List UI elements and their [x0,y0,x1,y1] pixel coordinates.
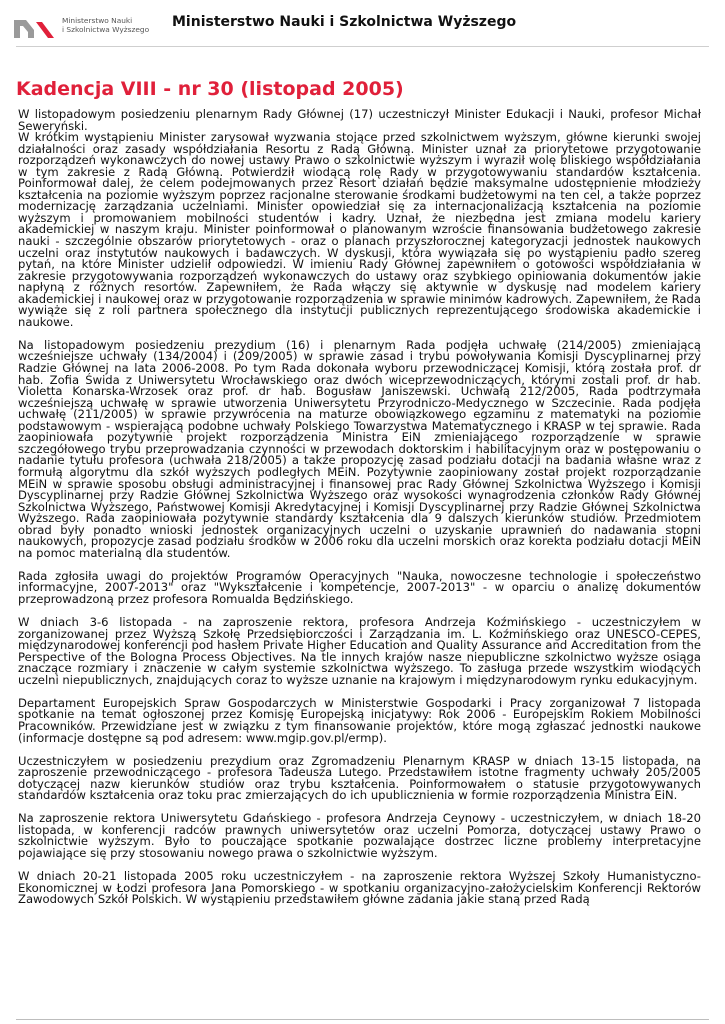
site-header [0,0,725,52]
paragraph-7: Na zaproszenie rektora Uniwersytetu Gdańskiego - profesora Andrzeja Ceynowy - uczestniczyłem, w dniach 18-20 listopada, w konferencji radców prawnych uniwersytetów oraz uczelni Pomorza, dotyczącej ustawy Prawo o szkolnictwie wyższym. Było to pouczające spotkanie pozwalające dostrzec liczne problemy interpretacyjne pojawiające się przy stosowaniu nowego prawa o szkolnictwie wyższym. [18,811,701,860]
ministry-logo-mark-icon [14,18,54,38]
article-body [18,109,701,917]
paragraph-8: W dniach 20-21 listopada 2005 roku uczestniczyłem - na zaproszenie rektora Wyższej Szkoły Humanistyczno-Ekonomicznej w Łodzi profesora Jana Pomorskiego - w spotkaniu organizacyjno-założycielskim Konferencji Rektorów Zawodowych Szkół Polskich. W wystąpieniu przedstawiłem główne zadania jakie staną przed Radą [18,869,701,907]
page-title: Kadencja VIII - nr 30 (listopad 2005) [16,78,404,100]
logo-line-1: Ministerstwo Nauki [62,16,133,25]
logo-red-shape [36,22,54,38]
ministry-logo[interactable] [14,14,164,42]
paragraph-1: W listopadowym posiedzeniu plenarnym Rady Głównej (17) uczestniczył Minister Edukacji i Nauki, profesor Michał Seweryński. W krótkim wystąpieniu Minister zarysował wyzwania stojące przed szkolnictwem wyższym, główne kierunki swojej działalności oraz zasady współdziałania Resortu z Radą Główną. Minister uznał za priorytetowe przygotowanie rozporządzeń wykonawczych do nowej ustawy Prawo o szkolnictwie wyższym i wyraził wolę bliskiego współdziałania w tym zakresie z Radą Główną. Potwierdził wiodącą rolę Rady w przygotowywaniu standardów kształcenia. Poinformował dalej, że celem podejmowanych przez Resort działań będzie maksymalne udostępnienie młodzieży kształcenia na poziomie wyższym poprzez racjonalne sterowanie środkami budżetowymi na ten cel, a także poprzez modernizację zarządzania uczelniami. Minister opowiedział się za internacjonalizacją kształcenia na poziomie wyższym i promowaniem mobilności studentów i kadry. Uznał, że niezbędna jest zmiana modelu kariery akademickiej w naszym kraju. Minister poinformował o planowanym wzroście finansowania budżetowego zakresie nauki - szczególnie obszarów priorytetowych - oraz o planach przyszłorocznej kategoryzacji jednostek naukowych uczelni oraz instytutów naukowych i badawczych. W dyskusji, która wywiązała się po wystąpieniu padło szereg pytań, na które Minister udzielił odpowiedzi. W imieniu Rady Głównej zapewniłem o gotowości współdziałania w zakresie przygotowywania rozporządzeń wykonawczych do ustawy oraz szybkiego opiniowania dokumentów jakie napłyną z różnych resortów. Zapewniłem, że Rada włączy się aktywnie w dyskusję nad modelem kariery akademickiej i naukowej oraz w przygotowanie rozporządzenia w sprawie minimów kadrowych. Zapewniłem, że Rada wywiąże się z roli partnera społecznego dla instytucji publicznych reprezentującego środowiska akademickie i naukowe. [18,107,701,329]
logo-grey-shape [14,20,34,38]
logo-line-2: i Szkolnictwa Wyższego [62,25,150,34]
footer-divider [16,1019,709,1020]
paragraph-6: Uczestniczyłem w posiedzeniu prezydium oraz Zgromadzeniu Plenarnym KRASP w dniach 13-15 listopada, na zaproszenie przewodniczącego - profesora Tadeusza Lutego. Przedstawiłem istotne fragmenty uchwały 205/2005 dotyczącej nazw kierunków studiów oraz trybu kształcenia. Poinformowałem o statusie przygotowywanych standardów kształcenia oraz toku prac zmierzających do ich upublicznienia w formie rozporządzenia Ministra EiN. [18,753,701,803]
paragraph-3: Rada zgłosiła uwagi do projektów Programów Operacyjnych "Nauka, nowoczesne technologie i społeczeństwo informacyjne, 2007-2013" oraz "Wykształcenie i kompetencje, 2007-2013" - w oparciu o analizę dokumentów przeprowadzoną przez profesora Romualda Będzińskiego. [18,568,701,606]
header-divider [16,46,709,47]
site-title: Ministerstwo Nauki i Szkolnictwa Wyższego [172,14,517,30]
paragraph-5: Departament Europejskich Spraw Gospodarczych w Ministerstwie Gospodarki i Pracy zorganizował 7 listopada spotkanie na temat ogłoszonej przez Komisję Europejską inicjatywy: Rok 2006 - Europejskim Rokiem Mobilności Pracowników. Przewidziane jest w związku z tym finansowanie projektów, które mogą zgłaszać jednostki naukowe (informacje dostępne są pod adresem: www.mgip.gov.pl/ermp). [18,695,701,745]
paragraph-2: Na listopadowym posiedzeniu prezydium (16) i plenarnym Rada podjęła uchwałę (214/2005) zmieniającą wcześniejsze uchwały (134/2004) i (209/2005) w sprawie zasad i trybu powoływania Komisji Dyscyplinarnej przy Radzie Głównej na lata 2006-2008. Po tym Rada dokonała wyboru przewodniczącej Komisji, którą została prof. dr hab. Zofia Świda z Uniwersytetu Wrocławskiego oraz dwóch wiceprzewodniczących, którymi zostali prof. dr hab. Violetta Konarska-Wrzosek oraz prof. dr hab. Bogusław Janiszewski. Uchwałą 212/2005, Rada podtrzymała wcześniejszą uchwałę w sprawie utworzenia Uniwersytetu Przyrodniczo-Medycznego w Szczecinie. Rada podjęła uchwałę (211/2005) w sprawie przywrócenia na maturze obowiązkowego egzaminu z matematyki na poziomie podstawowym - wspierającą podobne uchwały Polskiego Towarzystwa Matematycznego i KRASP w tej sprawie. Rada zaopiniowała pozytywnie projekt rozporządzenia Ministra EiN zmieniającego rozporządzenie w sprawie szczegółowego trybu przeprowadzania czynności w przewodach doktorskim i habilitacyjnym oraz w postępowaniu o nadanie tytułu profesora (uchwała 218/2005) a także propozycję zasad podziału dotacji na badania własne wraz z formułą algorytmu dla szkół wyższych podległych MEiN. Pozytywnie zaopiniowany został projekt rozporządzanie MEiN w sprawie sposobu obsługi administracyjnej i finansowej prac Rady Głównej Szkolnictwa Wyższego i Komisji Dyscyplinarnej przy Radzie Głównej Szkolnictwa Wyższego oraz wysokości wynagrodzenia członków Rady Głównej Szkolnictwa Wyższego, Państwowej Komisji Akredytacyjnej i Komisji Dyscyplinarnej przy Radzie Głównej Szkolnictwa Wyższego. Rada zaopiniowała pozytywnie standardy kształcenia dla 9 dalszych kierunków studiów. Przedmiotem obrad były ponadto wnioski jednostek organizacyjnych uczelni o uzyskanie uprawnień do nadawania stopni naukowych, propozycje zasad podziału środków w 2006 roku dla uczelni morskich oraz korekta podziału dotacji MEiN na pomoc materialną dla studentów. [18,337,701,560]
logo-text [62,16,172,34]
paragraph-4: W dniach 3-6 listopada - na zaproszenie rektora, profesora Andrzeja Koźmińskiego - uczestniczyłem w zorganizowanej przez Wyższą Szkołę Przedsiębiorczości i Zarządzania im. L. Koźmińskiego oraz UNESCO-CEPES, międzynarodowej konferencji pod hasłem Private Higher Education and Quality Assurance and Accreditation from the Perspective of the Bologna Process Objectives. Na tle innych krajów nasze niepubliczne szkolnictwo wyższe osiąga znaczące rozmiary i znaczenie w całym systemie szkolnictwa wyższego. To zasługa przede wszystkim wiodących uczelni niepublicznych, znajdujących coraz to wyższe uznanie na krajowym i międzynarodowym rynku edukacyjnym. [18,615,701,687]
